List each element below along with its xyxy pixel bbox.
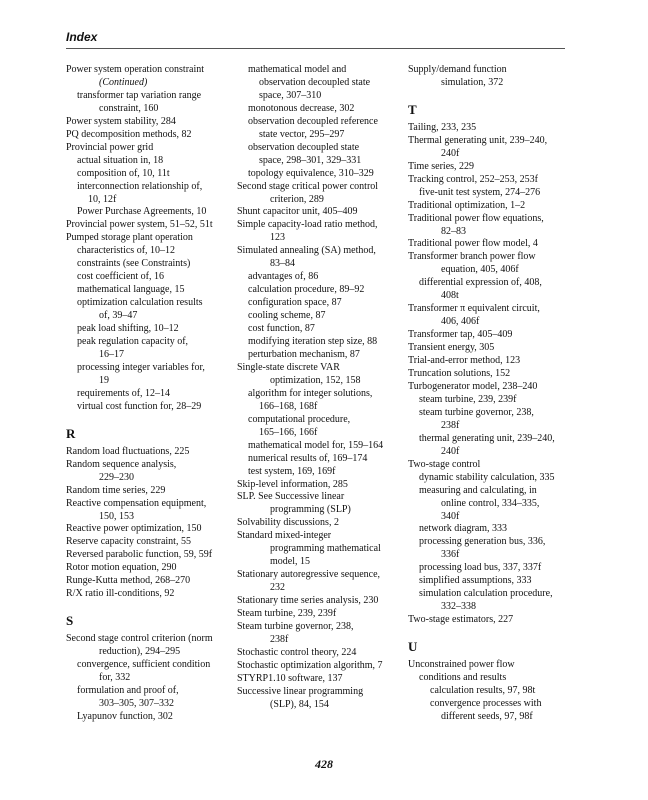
index-entry: 123	[270, 232, 285, 244]
index-entry: Reactive compensation equipment,	[66, 497, 207, 509]
index-entry: Second stage critical power control	[237, 180, 379, 192]
index-entry: Thermal generating unit, 239–240,	[408, 134, 548, 146]
index-entry: 408t	[441, 290, 459, 302]
index-entry: characteristics of, 10–12	[77, 245, 176, 257]
index-entry: Two-stage control	[408, 458, 481, 470]
section-gap	[408, 627, 570, 639]
index-entry: PQ decomposition methods, 82	[66, 128, 192, 140]
index-entry: perturbation mechanism, 87	[248, 348, 360, 360]
header-rule	[66, 48, 565, 49]
index-entry: 166–168, 168f	[259, 400, 318, 412]
index-entry: Traditional power flow equations,	[408, 212, 544, 224]
section-letter: T	[408, 101, 417, 117]
index-entry: thermal generating unit, 239–240,	[419, 432, 555, 444]
index-entry: processing generation bus, 336,	[419, 536, 546, 548]
index-entry: Random load fluctuations, 225	[66, 445, 190, 457]
index-column-3	[408, 64, 570, 724]
index-entry: processing integer variables for,	[77, 361, 205, 373]
index-entry: for, 332	[99, 672, 131, 684]
index-entry: network diagram, 333	[419, 523, 508, 535]
index-entry: cost function, 87	[248, 323, 315, 335]
index-entry: equation, 405, 406f	[441, 264, 519, 276]
index-entry: Single-state discrete VAR	[237, 361, 340, 373]
index-entry: constraint, 160	[99, 102, 159, 114]
page-number: 428	[315, 757, 333, 771]
index-entry: processing load bus, 337, 337f	[419, 562, 542, 574]
index-entry: Simulated annealing (SA) method,	[237, 245, 376, 257]
index-entry: convergence processes with	[430, 697, 542, 709]
section-letter: R	[66, 425, 76, 441]
index-entry: modifying iteration step size, 88	[248, 336, 378, 348]
section-gap	[66, 601, 236, 613]
index-entry: Trial-and-error method, 123	[408, 355, 521, 367]
index-column-1	[66, 64, 236, 724]
index-entry: Rotor motion equation, 290	[66, 562, 177, 574]
index-entry: model, 15	[270, 556, 310, 568]
index-entry: observation decoupled state	[259, 76, 371, 88]
index-entry: Transformer branch power flow	[408, 251, 536, 263]
index-entry: steam turbine governor, 238,	[419, 406, 534, 418]
index-entry: measuring and calculating, in	[419, 484, 537, 496]
index-entry: Random sequence analysis,	[66, 458, 177, 470]
index-entry: Simple capacity-load ratio method,	[237, 219, 378, 231]
index-entry: space, 307–310	[259, 89, 322, 101]
index-entry: Reactive power optimization, 150	[66, 523, 202, 535]
index-entry: Transformer tap, 405–409	[408, 329, 513, 341]
index-entry: 238f	[441, 419, 460, 431]
index-entry: calculation procedure, 89–92	[248, 284, 365, 296]
index-entry: criterion, 289	[270, 193, 324, 205]
index-entry: Power Purchase Agreements, 10	[77, 206, 207, 218]
section-letter: S	[66, 613, 74, 629]
running-header: Index	[66, 30, 98, 44]
index-entry: 165–166, 166f	[259, 426, 318, 438]
index-entry: Stationary time series analysis, 230	[237, 595, 379, 607]
index-entry: Standard mixed-integer	[237, 530, 332, 542]
index-entry: virtual cost function for, 28–29	[77, 400, 202, 412]
index-entry: simulation calculation procedure,	[419, 588, 553, 600]
index-entry: Lyapunov function, 302	[77, 710, 173, 722]
index-entry: steam turbine, 239, 239f	[419, 393, 517, 405]
index-entry: configuration space, 87	[248, 297, 342, 309]
index-entry: Tailing, 233, 235	[408, 121, 477, 133]
index-entry: Two-stage estimators, 227	[408, 614, 514, 626]
index-entry: Truncation solutions, 152	[408, 368, 511, 380]
index-entry: Shunt capacitor unit, 405–409	[237, 206, 358, 218]
index-entry: different seeds, 97, 98f	[441, 710, 533, 722]
index-entry: Traditional power flow model, 4	[408, 238, 538, 250]
index-entry: optimization calculation results	[77, 297, 203, 309]
index-entry: of, 39–47	[99, 310, 138, 322]
index-entry: Second stage control criterion (norm	[66, 633, 213, 645]
index-entry: Skip-level information, 285	[237, 478, 348, 490]
index-entry: 406, 406f	[441, 316, 480, 328]
index-entry: test system, 169, 169f	[248, 465, 336, 477]
index-entry: mathematical model and	[248, 64, 347, 75]
index-entry: Steam turbine governor, 238,	[237, 620, 354, 632]
index-entry: 82–83	[441, 225, 466, 237]
index-entry: Power system operation constraint	[66, 64, 205, 75]
index-entry: Stochastic control theory, 224	[237, 646, 357, 658]
index-entry: 232	[270, 582, 285, 594]
index-entry: advantages of, 86	[248, 271, 319, 283]
index-entry: peak load shifting, 10–12	[77, 323, 179, 335]
index-entry: algorithm for integer solutions,	[248, 387, 373, 399]
index-entry: Reserve capacity constraint, 55	[66, 536, 191, 548]
index-entry: peak regulation capacity of,	[77, 336, 189, 348]
index-entry: Successive linear programming	[237, 685, 364, 697]
index-entry: observation decoupled state	[248, 141, 360, 153]
index-entry: 340f	[441, 510, 460, 522]
index-entry: formulation and proof of,	[77, 684, 179, 696]
section-gap	[66, 414, 236, 426]
index-entry: simplified assumptions, 333	[419, 575, 532, 587]
index-entry: STYRP1.10 software, 137	[237, 672, 343, 684]
index-entry: 238f	[270, 633, 289, 645]
index-entry: Traditional optimization, 1–2	[408, 199, 526, 211]
index-entry: Turbogenerator model, 238–240	[408, 380, 538, 392]
index-entry: interconnection relationship of,	[77, 180, 203, 192]
section-letter: U	[408, 639, 418, 655]
index-entry: Unconstrained power flow	[408, 659, 515, 671]
index-entry: 240f	[441, 147, 460, 159]
index-entry: state vector, 295–297	[259, 128, 345, 140]
index-entry: composition of, 10, 11t	[77, 167, 170, 179]
index-entry: online control, 334–335,	[441, 497, 540, 509]
index-entry: Random time series, 229	[66, 484, 166, 496]
index-entry: transformer tap variation range	[77, 89, 202, 101]
index-entry: constraints (see Constraints)	[77, 258, 191, 270]
index-entry: 303–305, 307–332	[99, 697, 174, 709]
index-entry: 336f	[441, 549, 460, 561]
index-entry: Stochastic optimization algorithm, 7	[237, 659, 383, 671]
index-entry: simulation, 372	[441, 76, 504, 88]
index-entry: R/X ratio ill-conditions, 92	[66, 588, 175, 600]
index-entry: Power system stability, 284	[66, 115, 176, 127]
index-entry: 332–338	[441, 601, 476, 613]
index-entry: Provincial power system, 51–52, 51t	[66, 219, 213, 231]
index-entry: programming (SLP)	[270, 504, 351, 516]
index-entry: (SLP), 84, 154	[270, 698, 329, 710]
index-entry: observation decoupled reference	[248, 115, 378, 127]
section-gap	[408, 90, 570, 102]
index-entry: actual situation in, 18	[77, 154, 164, 166]
index-entry: conditions and results	[419, 672, 507, 684]
index-entry: Transient energy, 305	[408, 342, 495, 354]
index-entry: optimization, 152, 158	[270, 374, 361, 386]
index-entry: 19	[99, 374, 109, 386]
index-entry: topology equivalence, 310–329	[248, 167, 374, 179]
index-entry: Provincial power grid	[66, 141, 154, 153]
index-entry: space, 298–301, 329–331	[259, 154, 362, 166]
index-entry: convergence, sufficient condition	[77, 659, 211, 671]
index-entry: mathematical language, 15	[77, 284, 185, 296]
index-entry: Pumped storage plant operation	[66, 232, 193, 244]
index-entry: Stationary autoregressive sequence,	[237, 569, 381, 581]
index-entry: 229–230	[99, 471, 134, 483]
index-entry: Steam turbine, 239, 239f	[237, 608, 337, 620]
index-entry: cost coefficient of, 16	[77, 271, 165, 283]
index-entry: calculation results, 97, 98t	[430, 684, 536, 696]
index-entry: 10, 12f	[88, 193, 117, 205]
index-entry: Solvability discussions, 2	[237, 517, 339, 529]
index-entry: differential expression of, 408,	[419, 277, 542, 289]
index-entry: Time series, 229	[408, 160, 475, 172]
index-entry: requirements of, 12–14	[77, 387, 171, 399]
index-entry: 240f	[441, 445, 460, 457]
index-entry: SLP. See Successive linear	[237, 491, 345, 503]
index-entry: 16–17	[99, 348, 124, 360]
index-entry: Reversed parabolic function, 59, 59f	[66, 549, 213, 561]
index-entry: 150, 153	[99, 510, 134, 522]
index-column-2	[237, 64, 409, 712]
index-entry: programming mathematical	[270, 543, 381, 555]
index-entry: cooling scheme, 87	[248, 310, 326, 322]
index-entry: (Continued)	[99, 76, 148, 88]
index-entry: Transformer π equivalent circuit,	[408, 303, 540, 315]
index-entry: Runge-Kutta method, 268–270	[66, 575, 191, 587]
index-entry: dynamic stability calculation, 335	[419, 471, 555, 483]
index-entry: Tracking control, 252–253, 253f	[408, 173, 538, 185]
index-entry: Supply/demand function	[408, 64, 507, 75]
index-entry: five-unit test system, 274–276	[419, 186, 541, 198]
index-entry: monotonous decrease, 302	[248, 102, 355, 114]
index-entry: 83–84	[270, 258, 295, 270]
index-entry: computational procedure,	[248, 413, 351, 425]
index-entry: numerical results of, 169–174	[248, 452, 368, 464]
index-entry: reduction), 294–295	[99, 646, 181, 658]
index-entry: mathematical model for, 159–164	[248, 439, 384, 451]
